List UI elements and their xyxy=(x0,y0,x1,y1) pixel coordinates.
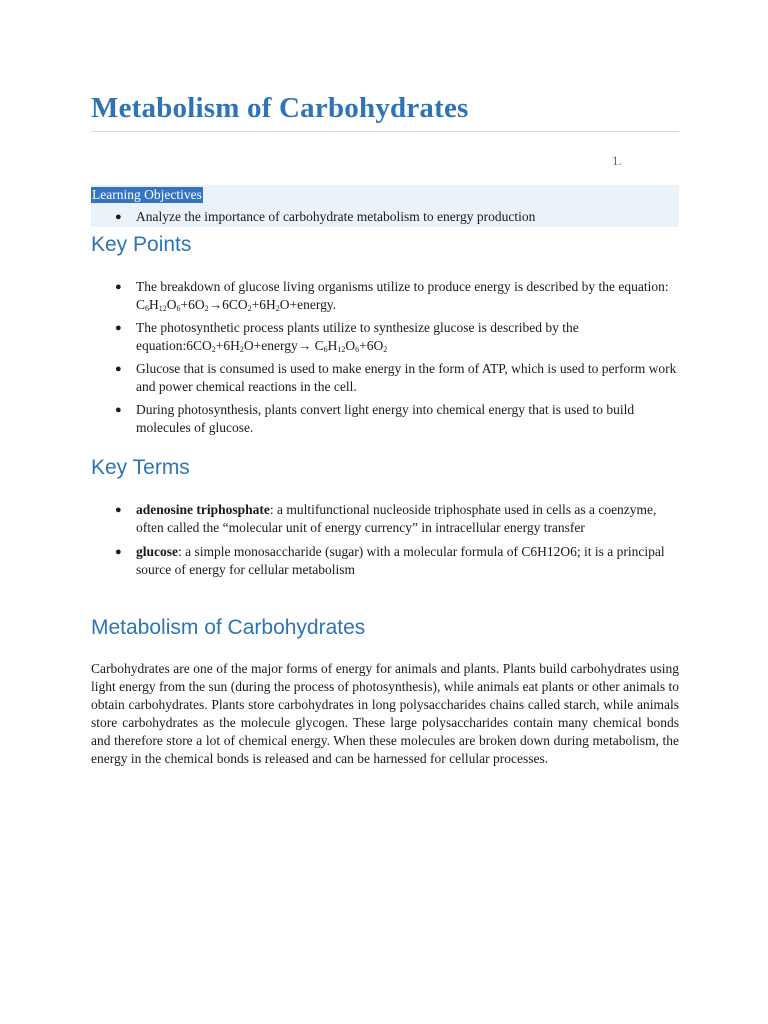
term: adenosine triphosphate xyxy=(136,502,270,517)
bullet-icon: ● xyxy=(115,211,122,223)
page-number: 1. xyxy=(612,153,622,168)
bullet-icon: ● xyxy=(115,363,122,375)
list-item: ● Glucose that is consumed is used to make energy in the form of ATP, which is used to perform work and power chemical reactions in the cell. xyxy=(115,361,677,394)
learning-objectives-list xyxy=(91,208,679,226)
equation: $6CO_2+6H_2O+energy\to C_6H_{12}O_6+6O_2$ xyxy=(186,338,388,354)
bullet-icon: ● xyxy=(115,504,122,516)
list-item xyxy=(91,501,679,537)
key-terms-list xyxy=(91,501,679,585)
title-divider xyxy=(91,131,679,132)
equation: $C_6H_{12}O_6+6O_2\to 6CO_2+6H_2O+energy$. xyxy=(136,297,337,313)
bullet-icon: ● xyxy=(115,281,122,293)
list-item: ● The breakdown of glucose living organisms utilize to produce energy is described by the equation: $C_6H_{12}O_6+6O_2\to 6CO_2+6H_2O+energy$. xyxy=(115,279,669,313)
key-points-heading: Key Points xyxy=(91,233,192,256)
bullet-icon: ● xyxy=(115,322,122,334)
list-item xyxy=(91,543,679,579)
bullet-icon: ● xyxy=(115,546,122,558)
list-item: ● Analyze the importance of carbohydrate metabolism to energy production xyxy=(115,209,536,224)
bullet-icon: ● xyxy=(115,404,122,416)
section-heading: Metabolism of Carbohydrates xyxy=(91,616,366,639)
body-paragraph: Carbohydrates are one of the major forms of energy for animals and plants. Plants build carbohydrates using light energy from the sun (during the process of photosynthesis), while animals eat plants or other animals to obtain carbohydrates. Plants store carbohydrates in long polysaccharides chains called starch, while animals store carbohydrates as the molecule glycogen. These large polysaccharides contain many chemical bonds and therefore store a lot of chemical energy. When these molecules are broken down during metabolism, the energy in the chemical bonds is released and can be harnessed for cellular processes. xyxy=(91,661,679,766)
list-item: ● The photosynthetic process plants utilize to synthesize glucose is described by the $equation:6CO_2+6H_2O+energy\to C_6H_{12}O_6+6O_2$ xyxy=(115,320,579,354)
definition: : a simple monosaccharide (sugar) with a molecular formula of C6H12O6; it is a principal source of energy for cellular metabolism xyxy=(136,544,665,577)
key-terms-heading: Key Terms xyxy=(91,456,190,479)
term: glucose xyxy=(136,544,178,559)
document-title: Metabolism of Carbohydrates xyxy=(91,92,469,124)
definition: : a multifunctional nucleoside triphosphate used in cells as a coenzyme, often called the “molecular unit of energy currency” in intracellular energy transfer xyxy=(136,502,657,535)
key-points-list xyxy=(91,278,679,442)
list-item: ● During photosynthesis, plants convert light energy into chemical energy that is used to build molecules of glucose. xyxy=(115,402,635,435)
learning-objectives-label: Learning Objectives xyxy=(92,187,202,202)
